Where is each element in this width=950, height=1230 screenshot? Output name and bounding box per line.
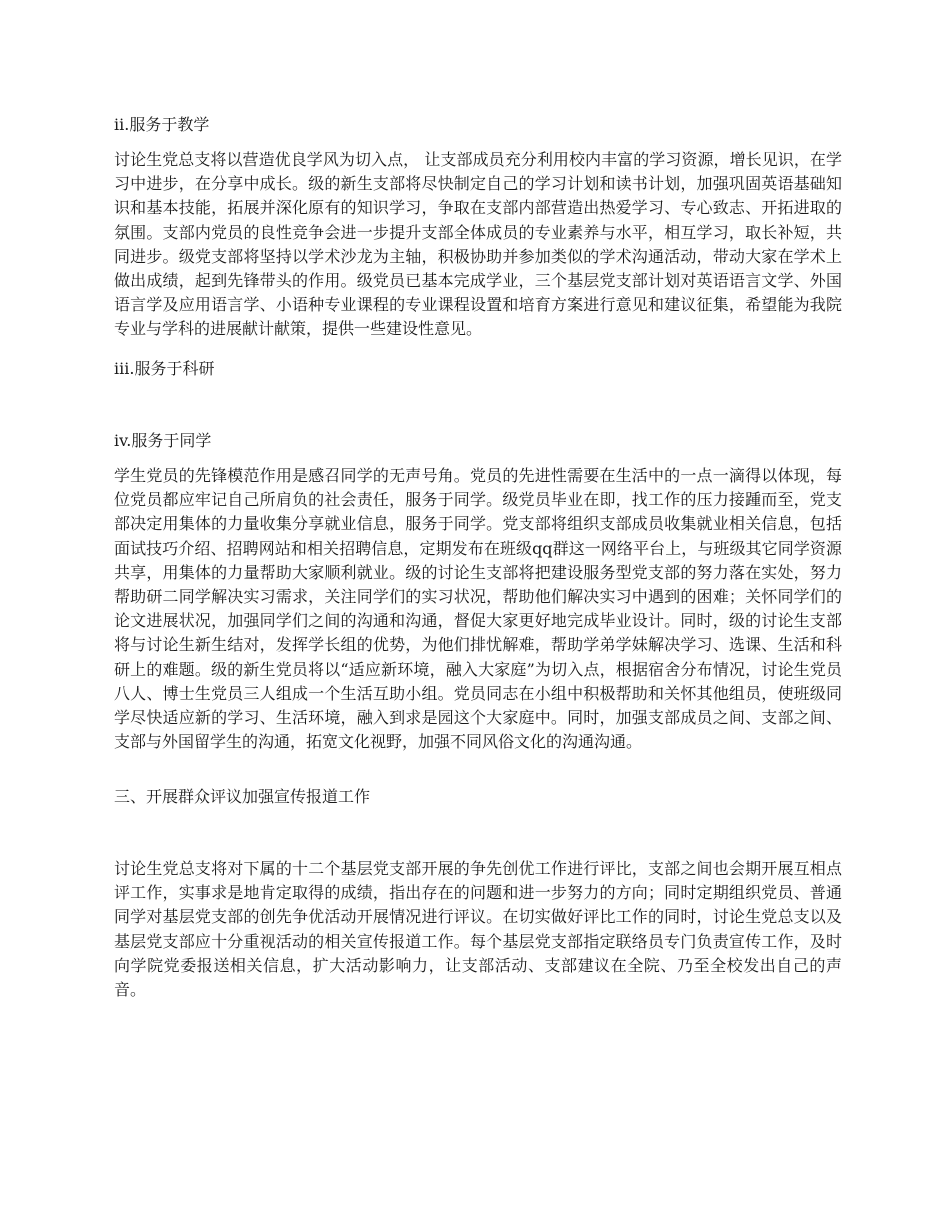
section-heading-teaching: ii.服务于教学 [114, 115, 210, 134]
section-heading-classmates: iv.服务于同学 [114, 431, 212, 450]
section-body-evaluation: 讨论生党总支将对下属的十二个基层党支部开展的争先创优工作进行评比，支部之间也会期开展互相点评工作，实事求是地肯定取得的成绩，指出存在的问题和进一步努力的方向；同时定期组织党员、普通同学对基层党支部的创先争优活动开展情况进行评议。在切实做好评比工作的同时，讨论生党总支以及基层党支部应十分重视活动的相关宣传报道工作。每个基层党支部指定联络员专门负责宣传工作，及时向学院党委报送相关信息，扩大活动影响力，让支部活动、支部建议在全院、乃至全校发出自己的声音。 [114, 859, 842, 1000]
section-body-classmates: 学生党员的先锋模范作用是感召同学的无声号角。党员的先进性需要在生活中的一点一滴得以体现，每位党员都应牢记自己所肩负的社会责任，服务于同学。级党员毕业在即，找工作的压力接踵而至，党支部决定用集体的力量收集分享就业信息，服务于同学。党支部将组织支部成员收集就业相关信息，包括面试技巧介绍、招聘网站和相关招聘信息，定期发布在班级qq群这一网络平台上，与班级其它同学资源共享，用集体的力量帮助大家顺利就业。级的讨论生支部将把建设服务型党支部的努力落在实处，努力帮助研二同学解决实习需求，关注同学们的实习状况，帮助他们解决实习中遇到的困难；关怀同学们的论文进展状况，加强同学们之间的沟通和沟通，督促大家更好地完成毕业设计。同时，级的讨论生支部将与讨论生新生结对，发挥学长组的优势，为他们排忧解难，帮助学弟学妹解决学习、选课、生活和科研上的难题。级的新生党员将以“适应新环境，融入大家庭”为切入点，根据宿舍分布情况，讨论生党员八人、博士生党员三人组成一个生活互助小组。党员同志在小组中积极帮助和关怀其他组员，使班级同学尽快适应新的学习、生活环境，融入到求是园这个大家庭中。同时，加强支部成员之间、支部之间、支部与外国留学生的沟通，拓宽文化视野，加强不同风俗文化的沟通沟通。 [114, 466, 842, 752]
section-heading-research: iii.服务于科研 [114, 359, 215, 378]
section-heading-evaluation: 三、开展群众评议加强宣传报道工作 [114, 787, 371, 806]
section-body-teaching: 讨论生党总支将以营造优良学风为切入点， 让支部成员充分利用校内丰富的学习资源，增长见识，在学习中进步，在分享中成长。级的新生支部将尽快制定自己的学习计划和读书计划，加强巩固英语基础知识和基本技能，拓展并深化原有的知识学习，争取在支部内部营造出热爱学习、专心致志、开拓进取的氛围。支部内党员的良性竞争会进一步提升支部全体成员的专业素养与水平，相互学习，取长补短，共同进步。级党支部将坚持以学术沙龙为主轴，积极协助并参加类似的学术沟通活动，带动大家在学术上做出成绩，起到先锋带头的作用。级党员已基本完成学业，三个基层党支部计划对英语语言文学、外国语言学及应用语言学、小语种专业课程的专业课程设置和培育方案进行意见和建议征集，希望能为我院专业与学科的进展献计献策，提供一些建设性意见。 [114, 150, 842, 339]
